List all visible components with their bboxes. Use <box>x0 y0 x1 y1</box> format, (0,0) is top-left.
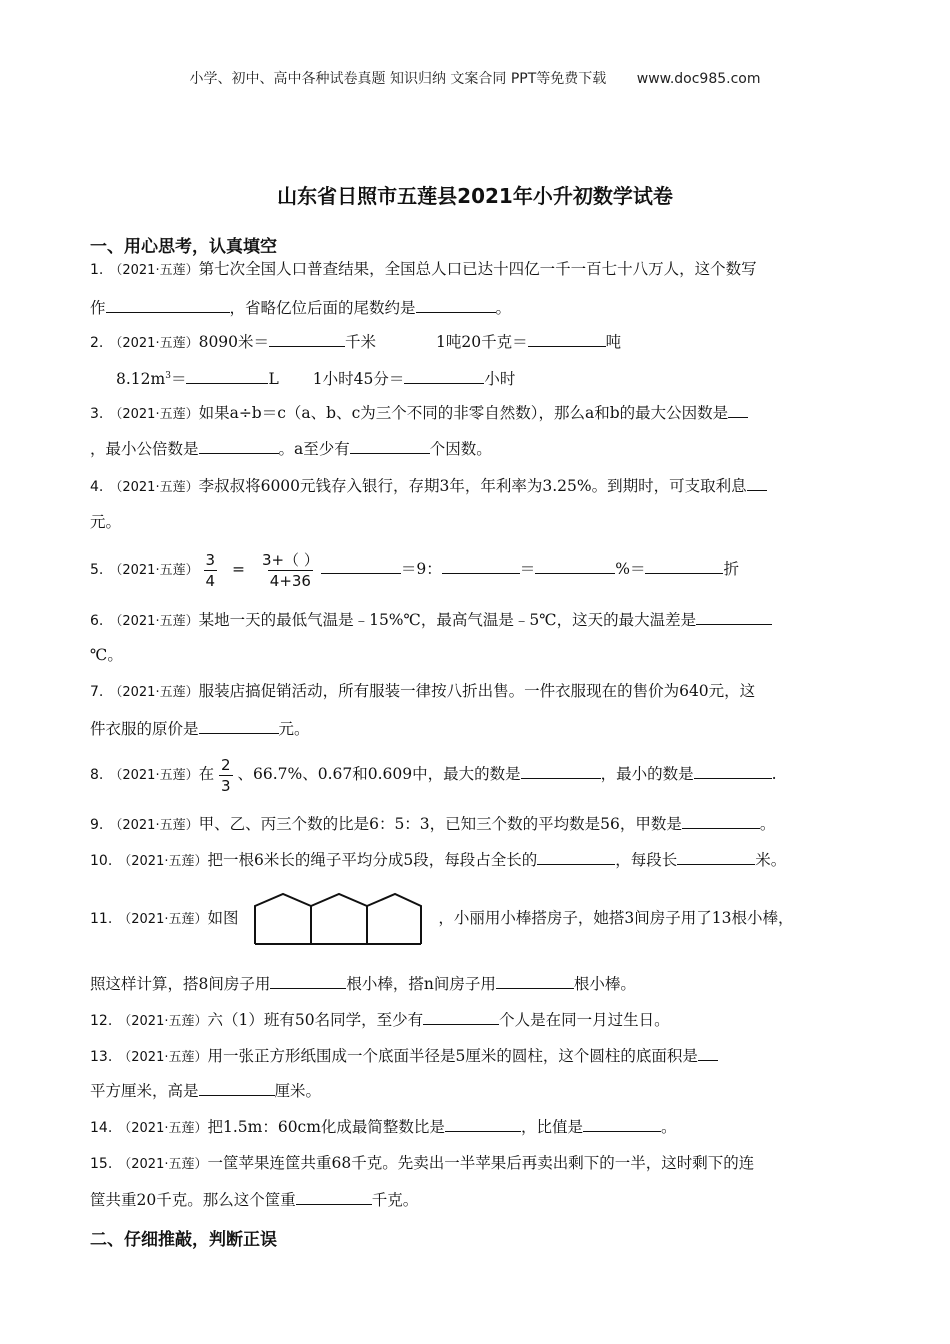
answer-blank[interactable] <box>269 331 345 347</box>
answer-blank[interactable] <box>199 438 279 454</box>
question-2-line2: $8.12m^3= L$ 1小时45分＝ 小时 <box>116 370 516 389</box>
answer-blank[interactable] <box>698 1045 718 1061</box>
question-12: 12. （2021·五莲）六（1）班有50名同学，至少有 个人是在同一月过生日。 <box>90 1011 670 1029</box>
answer-blank[interactable] <box>682 813 760 829</box>
answer-blank[interactable] <box>186 368 268 384</box>
question-4-line2: 元。 <box>90 513 122 531</box>
question-8: 8. （2021·五莲）在 $\frac{2}{3}$ 、66.7%、0.67和0.609中，最大的数是 ，最小的数是 . <box>90 755 777 795</box>
answer-blank[interactable] <box>321 558 401 574</box>
answer-blank[interactable] <box>270 973 346 989</box>
answer-blank[interactable] <box>728 402 748 418</box>
answer-blank[interactable] <box>416 297 496 313</box>
section-1-heading: 一、用心思考，认真填空 <box>90 237 277 257</box>
answer-blank[interactable] <box>747 475 767 491</box>
question-5: 5. （2021·五莲） $\frac{3}{4}$ = $\frac{3+( )}{4+36}$ ＝9： ＝ %＝ 折 <box>90 550 739 590</box>
question-13-line2: 平方厘米，高是 厘米。 <box>90 1082 322 1100</box>
answer-blank[interactable] <box>296 1189 372 1205</box>
fraction-2-3: $\frac{2}{3}$ <box>221 755 231 795</box>
question-14: 14. （2021·五莲）把1.5m：60cm化成最简整数比是 ，比值是 。 <box>90 1118 677 1136</box>
question-3-line2: ，最小公倍数是 。a至少有 个因数。 <box>90 440 492 458</box>
question-1: 1. （2021·五莲）第七次全国人口普查结果，全国总人口已达十四亿一千一百七十八万人，这个数写 <box>90 260 757 278</box>
answer-blank[interactable] <box>423 1009 499 1025</box>
question-6: 6. （2021·五莲）某地一天的最低气温是﹣15%℃，最高气温是﹣5℃，这天的最大温差是 <box>90 609 772 632</box>
question-13: 13. （2021·五莲）用一张正方形纸围成一个底面半径是5厘米的圆柱，这个圆柱的底面积是 <box>90 1045 718 1068</box>
section-2-heading: 二、仔细推敲，判断正误 <box>90 1230 277 1250</box>
answer-blank[interactable] <box>677 849 755 865</box>
answer-blank[interactable] <box>199 718 279 734</box>
page-header <box>0 68 950 88</box>
answer-blank[interactable] <box>694 763 772 779</box>
question-6-line2: ℃。 <box>90 646 123 664</box>
answer-blank[interactable] <box>583 1116 661 1132</box>
question-10: 10. （2021·五莲）把一根6米长的绳子平均分成5段，每段占全长的 ，每段长 米。 <box>90 851 787 869</box>
answer-blank[interactable] <box>199 1080 275 1096</box>
question-2: 2. （2021·五莲）8090米＝ 千米 1吨20千克＝ 吨 <box>90 333 622 351</box>
question-4: 4. （2021·五莲）李叔叔将6000元钱存入银行，存期3年，年利率为3.25%。到期时，可支取利息 <box>90 475 767 498</box>
fraction-expression: $\frac{3+( )}{4+36}$ <box>261 550 319 590</box>
answer-blank[interactable] <box>404 368 484 384</box>
answer-blank[interactable] <box>537 849 615 865</box>
question-15-line2: 筐共重20千克。那么这个筐重 千克。 <box>90 1191 419 1209</box>
answer-blank[interactable] <box>535 558 615 574</box>
question-15: 15. （2021·五莲）一筐苹果连筐共重68千克。先卖出一半苹果后再卖出剩下的一半，这时剩下的连 <box>90 1154 755 1172</box>
answer-blank[interactable] <box>645 558 723 574</box>
answer-blank[interactable] <box>521 763 601 779</box>
question-9: 9. （2021·五莲）甲、乙、丙三个数的比是6：5：3，已知三个数的平均数是56，甲数是 。 <box>90 815 776 833</box>
question-11: 11. （2021·五莲）如图 ，小丽用小棒搭房子，她搭3间房子用了13根小棒， <box>90 886 793 952</box>
answer-blank[interactable] <box>496 973 574 989</box>
question-7-line2: 件衣服的原价是 元。 <box>90 720 310 738</box>
answer-blank[interactable] <box>106 297 230 313</box>
answer-blank[interactable] <box>528 331 606 347</box>
header-text: 小学、初中、高中各种试卷真题 知识归纳 文案合同 PPT等免费下载 <box>189 71 607 87</box>
page-title: 山东省日照市五莲县2021年小升初数学试卷 <box>277 184 673 208</box>
answer-blank[interactable] <box>350 438 430 454</box>
house-sticks-figure <box>253 892 423 946</box>
answer-blank[interactable] <box>442 558 520 574</box>
question-1-line2: 作 ，省略亿位后面的尾数约是 。 <box>90 299 512 317</box>
answer-blank[interactable] <box>445 1116 521 1132</box>
header-site: www.doc985.com <box>636 71 761 87</box>
question-7: 7. （2021·五莲）服装店搞促销活动，所有服装一律按八折出售。一件衣服现在的售价为640元，这 <box>90 682 756 700</box>
question-11-line2: 照这样计算，搭8间房子用 根小棒，搭n间房子用 根小棒。 <box>90 975 636 993</box>
question-3: 3. （2021·五莲）如果a÷b＝c（a、b、c为三个不同的非零自然数），那么a和b的最大公因数是 <box>90 402 748 425</box>
answer-blank[interactable] <box>696 609 772 625</box>
fraction-3-4: $\frac{3}{4}$ <box>205 550 216 590</box>
